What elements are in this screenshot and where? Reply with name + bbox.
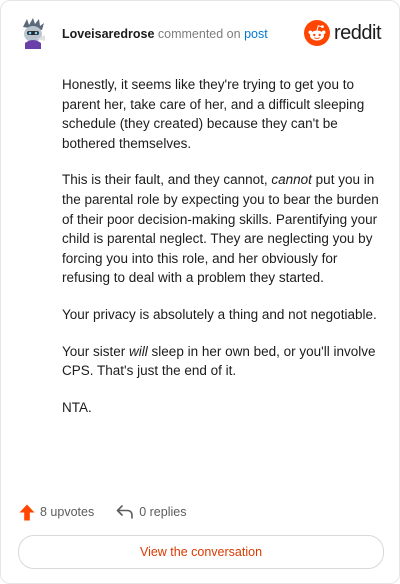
comment-paragraph: [62, 75, 380, 153]
avatar[interactable]: [19, 17, 47, 49]
reply-icon: [116, 505, 134, 519]
comment-text: Your sister: [62, 343, 130, 359]
comment-paragraph: [62, 170, 380, 288]
comment-paragraph: [62, 342, 380, 381]
reddit-wordmark: reddit: [333, 21, 381, 44]
comment-text: Honestly, it seems like they're trying to get you to parent her, take care of her, and a difficult sleeping schedule (they created) because they can't be bothered themselves.: [62, 77, 365, 151]
comment-paragraph: [62, 398, 380, 418]
comment-body: [62, 75, 380, 434]
comment-paragraph: [62, 305, 380, 325]
upvote-button[interactable]: [19, 504, 94, 521]
comment-text: NTA.: [62, 399, 92, 415]
comment-header: [19, 17, 381, 51]
emphasis-text: will: [129, 343, 148, 359]
action-text: commented on: [157, 27, 241, 41]
arrow-up-icon: [19, 504, 35, 521]
upvote-count: 8 upvotes: [40, 505, 95, 519]
reddit-brand[interactable]: [304, 19, 381, 47]
byline: [62, 27, 268, 41]
comment-actions: [19, 501, 208, 523]
reply-count: 0 replies: [139, 505, 187, 519]
comment-text: put you in the parental role by expecting you to bear the burden of their poor decision-making skills. Parentifying your child is parental neglect. They are neglecting you by forcing you into this role, and her obviously for refusing to deal with a problem they started.: [62, 172, 379, 286]
reply-button[interactable]: [116, 505, 186, 519]
comment-text: Your privacy is absolutely a thing and not negotiable.: [62, 306, 377, 322]
view-conversation-button[interactable]: View the conversation: [18, 535, 384, 569]
emphasis-text: cannot: [271, 172, 312, 188]
username[interactable]: Loveisaredrose: [62, 27, 155, 41]
post-link[interactable]: post: [244, 27, 268, 41]
comment-text: sleep in her own bed, or you'll involve CPS. That's just the end of it.: [62, 343, 376, 379]
comment-text: This is their fault, and they cannot,: [62, 172, 272, 188]
reddit-logo-icon: [304, 20, 330, 46]
